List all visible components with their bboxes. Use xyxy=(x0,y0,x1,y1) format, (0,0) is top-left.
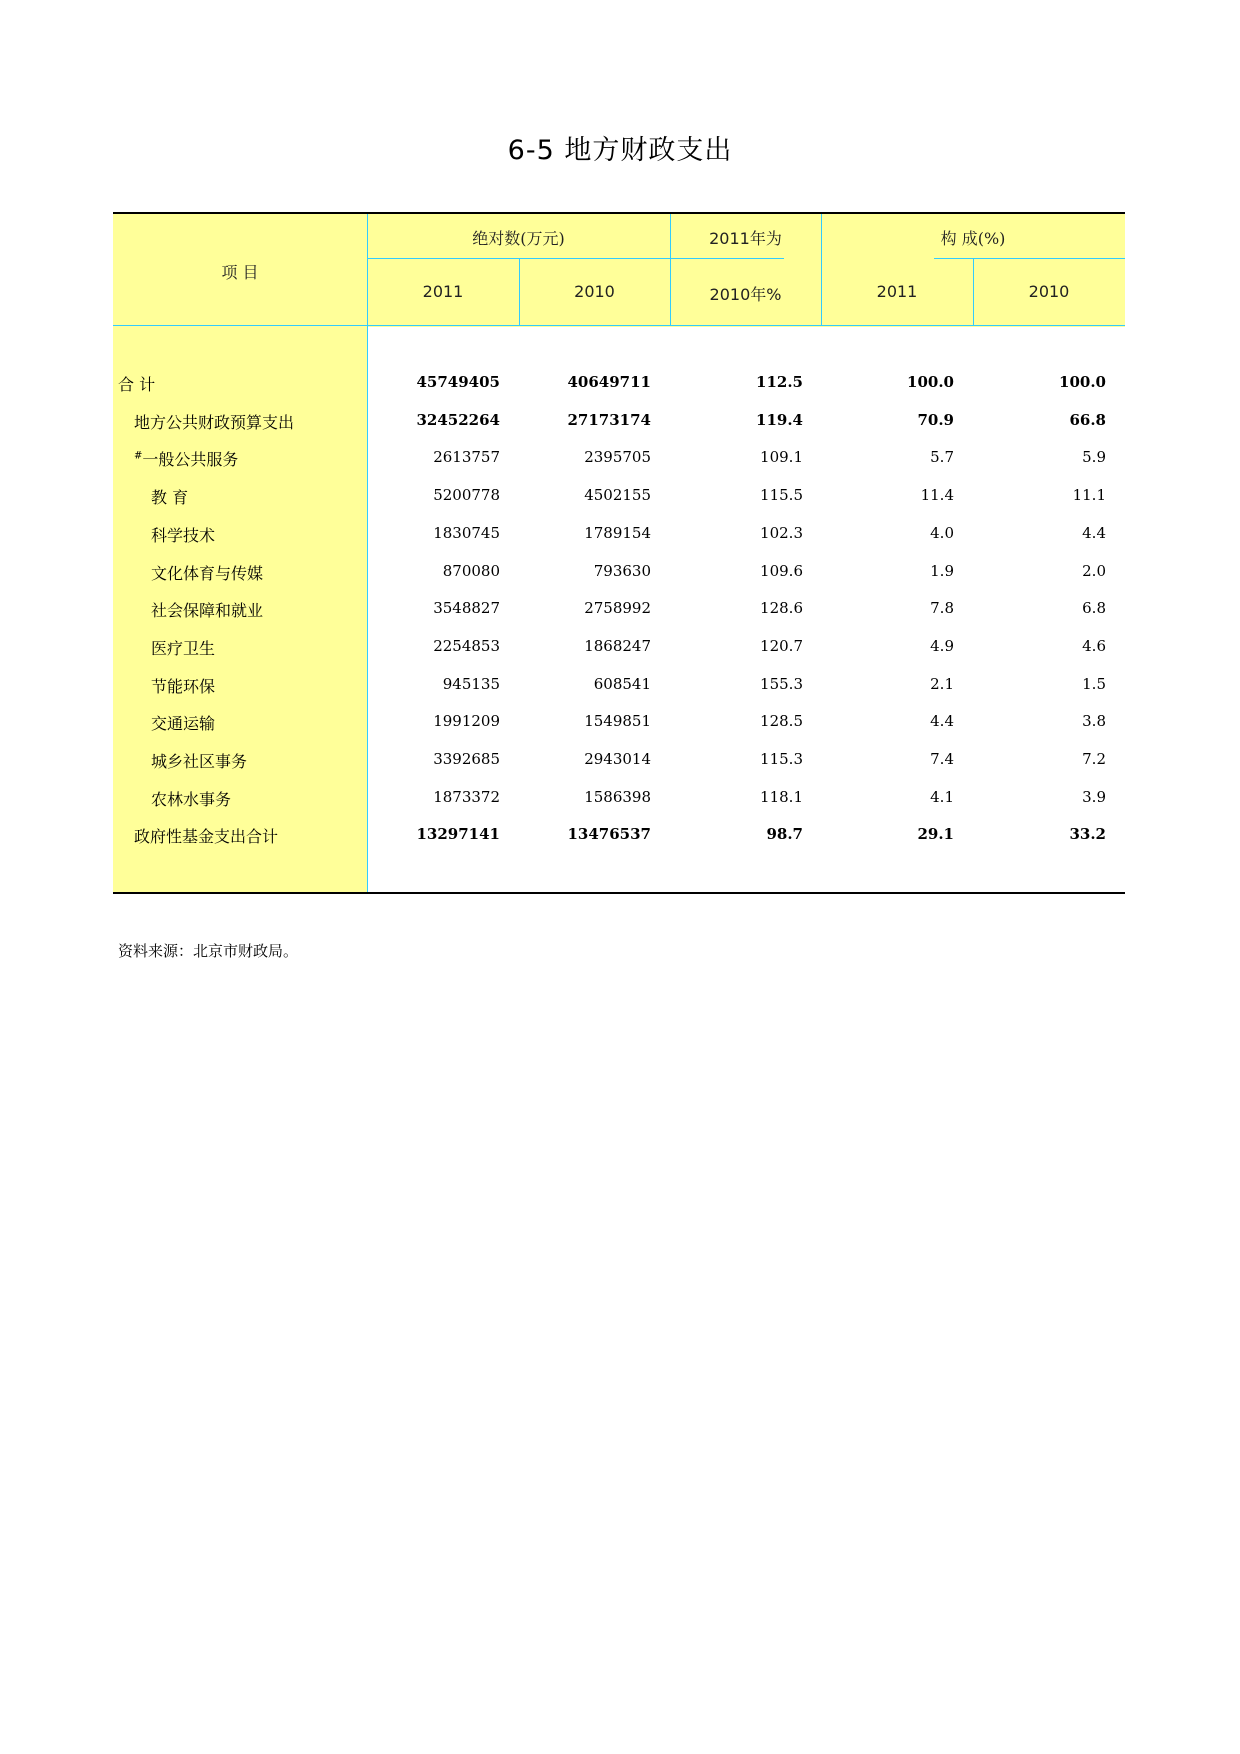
value-2010-cell: 13476537 xyxy=(567,825,651,844)
row-label: #一般公共服务 xyxy=(134,450,239,470)
value-2010-cell: 27173174 xyxy=(567,410,651,429)
share-2011-cell: 29.1 xyxy=(917,825,954,844)
value-2011-cell: 1830745 xyxy=(433,523,500,542)
header-ratio-top: 2011年为 xyxy=(709,229,782,248)
value-2011-cell: 1873372 xyxy=(433,787,500,806)
ratio-2011-2010-cell: 109.1 xyxy=(760,448,803,467)
ratio-2011-2010-cell: 109.6 xyxy=(760,561,803,580)
value-2010-cell: 40649711 xyxy=(567,373,651,391)
row-label: 合 计 xyxy=(118,375,156,394)
ratio-2011-2010-cell: 115.5 xyxy=(760,486,803,505)
ratio-2011-2010-cell: 120.7 xyxy=(760,636,803,655)
share-2010-cell: 100.0 xyxy=(1059,373,1106,391)
value-2010-cell: 1586398 xyxy=(584,787,651,806)
ratio-2011-2010-cell: 128.5 xyxy=(760,712,803,731)
ratio-2011-2010-cell: 102.3 xyxy=(760,523,803,542)
value-2011-cell: 2254853 xyxy=(433,636,500,655)
value-2011-cell: 945135 xyxy=(442,674,500,693)
page-title: 6-5 地方财政支出 xyxy=(507,135,733,166)
ratio-2011-2010-cell: 128.6 xyxy=(760,599,803,618)
ratio-2011-2010-cell: 112.5 xyxy=(756,373,803,391)
share-2011-cell: 2.1 xyxy=(930,674,954,693)
row-label: 文化体育与传媒 xyxy=(151,563,264,583)
value-2011-cell: 32452264 xyxy=(416,410,500,429)
ratio-2011-2010-cell: 115.3 xyxy=(760,750,803,768)
row-label: 教 育 xyxy=(151,488,189,508)
row-label: 政府性基金支出合计 xyxy=(134,827,279,847)
row-label: 科学技术 xyxy=(151,525,216,545)
value-2011-cell: 2613757 xyxy=(433,448,500,467)
row-label: 城乡社区事务 xyxy=(151,752,248,771)
value-2010-cell: 1789154 xyxy=(584,523,651,542)
header-composition: 构 成(%) xyxy=(940,229,1006,248)
value-2011-cell: 5200778 xyxy=(433,486,500,505)
header-divider-right xyxy=(934,258,1125,259)
share-2010-cell: 3.8 xyxy=(1082,712,1106,731)
header-year-comp-2011: 2011 xyxy=(876,282,918,301)
header-absolute: 绝对数(万元) xyxy=(472,229,565,248)
share-2011-cell: 7.8 xyxy=(930,599,954,618)
ratio-2011-2010-cell: 119.4 xyxy=(756,410,803,429)
value-2010-cell: 1549851 xyxy=(584,712,651,731)
ratio-2011-2010-cell: 98.7 xyxy=(766,825,803,844)
value-2011-cell: 3392685 xyxy=(433,750,500,768)
value-2011-cell: 13297141 xyxy=(416,825,500,844)
share-2011-cell: 4.1 xyxy=(930,787,954,806)
share-2010-cell: 2.0 xyxy=(1082,561,1106,580)
value-2010-cell: 608541 xyxy=(593,674,651,693)
share-2010-cell: 5.9 xyxy=(1082,448,1106,467)
value-2011-cell: 870080 xyxy=(442,561,500,580)
share-2010-cell: 3.9 xyxy=(1082,787,1106,806)
share-2010-cell: 1.5 xyxy=(1082,674,1106,693)
share-2011-cell: 4.9 xyxy=(930,636,954,655)
expenditure-table xyxy=(113,212,1125,892)
share-2011-cell: 4.0 xyxy=(930,523,954,542)
share-2011-cell: 11.4 xyxy=(920,486,954,505)
share-2011-cell: 1.9 xyxy=(930,561,954,580)
value-2011-cell: 3548827 xyxy=(433,599,500,618)
row-label: 医疗卫生 xyxy=(151,638,216,658)
row-label: 社会保障和就业 xyxy=(151,601,264,621)
share-2011-cell: 5.7 xyxy=(930,448,954,467)
header-divider-left xyxy=(367,258,784,259)
row-label: 节能环保 xyxy=(151,676,216,696)
share-2011-cell: 7.4 xyxy=(930,750,954,768)
row-label: 农林水事务 xyxy=(151,789,232,809)
ratio-2011-2010-cell: 118.1 xyxy=(760,787,803,806)
header-year-comp-2010: 2010 xyxy=(1028,282,1070,301)
share-2010-cell: 4.6 xyxy=(1082,636,1106,655)
value-2010-cell: 793630 xyxy=(593,561,651,580)
row-label: 地方公共财政预算支出 xyxy=(134,412,295,432)
share-2011-cell: 4.4 xyxy=(930,712,954,731)
header-year-abs-2011: 2011 xyxy=(422,282,464,301)
value-2010-cell: 2758992 xyxy=(584,599,651,618)
header-item: 项 目 xyxy=(221,263,259,282)
row-label: 交通运输 xyxy=(151,714,216,734)
header-ratio-bottom: 2010年% xyxy=(709,285,782,304)
share-2010-cell: 33.2 xyxy=(1069,825,1106,844)
value-2010-cell: 2943014 xyxy=(584,750,651,768)
value-2011-cell: 45749405 xyxy=(416,373,500,391)
share-2010-cell: 4.4 xyxy=(1082,523,1106,542)
share-2011-cell: 100.0 xyxy=(907,373,954,391)
table-top-rule xyxy=(113,212,1125,214)
value-2011-cell: 1991209 xyxy=(433,712,500,731)
share-2010-cell: 7.2 xyxy=(1082,750,1106,768)
ratio-2011-2010-cell: 155.3 xyxy=(760,674,803,693)
share-2010-cell: 6.8 xyxy=(1082,599,1106,618)
value-2010-cell: 2395705 xyxy=(584,448,651,467)
share-2010-cell: 66.8 xyxy=(1069,410,1106,429)
value-2010-cell: 1868247 xyxy=(584,636,651,655)
share-2011-cell: 70.9 xyxy=(917,410,954,429)
header-year-abs-2010: 2010 xyxy=(574,282,615,301)
note-marker: # xyxy=(134,451,143,463)
source-note: 资料来源：北京市财政局。 xyxy=(118,942,299,960)
share-2010-cell: 11.1 xyxy=(1072,486,1106,505)
value-2010-cell: 4502155 xyxy=(584,486,651,505)
table-bottom-rule xyxy=(113,892,1125,894)
